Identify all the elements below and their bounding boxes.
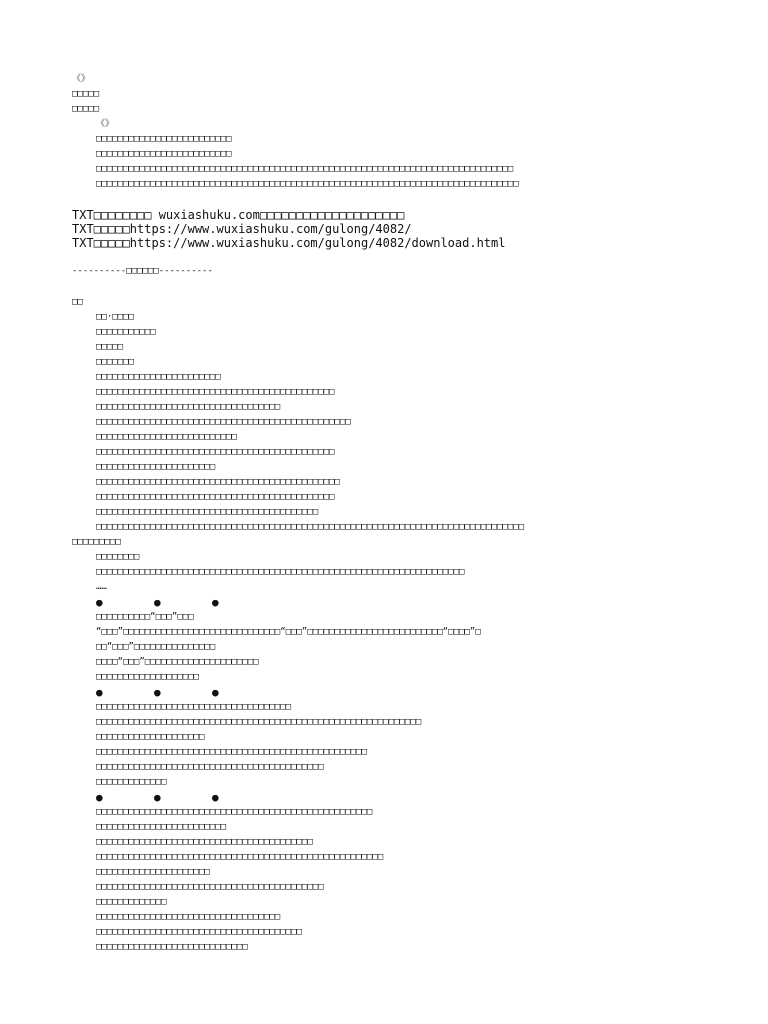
chapter-line: □□□□□□□□□□□□□□□□□□□□□□: [96, 462, 216, 472]
chapter-line: □□□□□□□□□□□□□□□□□□□□□□□□□□□□□□□□□□: [96, 402, 281, 412]
intro-line: □□□□□□□□□□□□□□□□□□□□□□□□□□□□□□□□□□□□□□□□□□□□□□□□□□□□□□□□□□□□□□□□□□□□□□□□□□□□□: [96, 164, 514, 174]
header-line-a: □□□□□: [72, 89, 100, 99]
chapter-line: □□□□□□□: [96, 357, 134, 367]
section-line: □□□□□□□□□□□□□□□□□□□□: [96, 732, 205, 742]
spacer: [72, 192, 712, 208]
spacer: [72, 279, 712, 295]
section-line: □□□□□□□□□□□□□□□□□□□□□□□□□□□□□□□□□□□□□□□□□□□□□□□□□□□: [96, 807, 373, 817]
section-divider: ----------□□□□□□----------: [72, 266, 213, 276]
spacer: [72, 250, 712, 264]
scene-break: [72, 790, 712, 805]
section-line: □□□□□□□□□□□□□□□□□□□□□□□□: [96, 822, 227, 832]
section-line: □□□□□□□□□□□□□□□□□□□□□□□□□□□□□□□□□□□□□□□□□□: [96, 882, 324, 892]
section-line: □□□□□□□□□□□□□□□□□□□□□□□□□□□□□□□□□□□□□□□□□□□□□□□□□□□□□□□□□□□□□□□□□□□□: [96, 567, 465, 577]
bullet-mark: ●: [212, 686, 219, 699]
source-line-download-url: TXT□□□□□https://www.wuxiashuku.com/gulong/4082/download.html: [72, 236, 506, 250]
chapter-line: □□□□□□□□□□□□□□□□□□□□□□□□□□□□□□□□□□□□□□□□□□□□□: [96, 477, 340, 487]
bullet-mark: ●: [96, 791, 103, 804]
chapter-title: □□: [72, 297, 83, 307]
chapter-line: □□□□□□□□□□□□□□□□□□□□□□□□□□□□□□□□□□□□□□□□□□□□: [96, 492, 335, 502]
section-line: □□□□□□□□□□□□□□□□□□□□□□□□□□□□: [96, 942, 248, 952]
title-mark: 《》: [72, 74, 91, 84]
bullet-mark: ●: [154, 596, 161, 609]
section-line: □□□□□□□□□□□□□□□□□□□□□□□□□□□□□□□□□□: [96, 912, 281, 922]
chapter-line: □□□□□□□□□□□□□□□□□□□□□□□□□□□□□□□□□□□□□□□□□□□□□□□□□□□□□□□□□□□□□□□□□□□□□□□□□□□□□□□: [96, 522, 525, 532]
bullet-mark: ●: [154, 791, 161, 804]
chapter-line: □□□□□□□□□□□: [96, 327, 156, 337]
chapter-line: □□□□□□□□□□□□□□□□□□□□□□□□□□: [96, 432, 237, 442]
chapter-line: □□□□□□□□□□□□□□□□□□□□□□□□□□□□□□□□□□□□□□□□□□□□: [96, 387, 335, 397]
bullet-mark: ●: [212, 596, 219, 609]
source-line-site: TXT□□□□□□□□ wuxiashuku.com□□□□□□□□□□□□□□□□□□□□: [72, 208, 405, 222]
document-page: [72, 72, 712, 955]
section-line: □□□□□□□□□□□□□□□□□□□□□□□□□□□□□□□□□□□□: [96, 702, 292, 712]
section-line: □□□□“□□□”□□□□□□□□□□□□□□□□□□□□□: [96, 657, 259, 667]
intro-line: □□□□□□□□□□□□□□□□□□□□□□□□□□□□□□□□□□□□□□□□□□□□□□□□□□□□□□□□□□□□□□□□□□□□□□□□□□□□□□: [96, 179, 519, 189]
section-line: □□□□□□□□: [96, 552, 140, 562]
section-line: □□□□□□□□□□□□□□□□□□□□□□□□□□□□□□□□□□□□□□□□□□□□□□□□□□□□□□□□□□□□: [96, 717, 422, 727]
section-line: □□□□□□□□□□□□□□□□□□□: [96, 672, 199, 682]
section-line: □□□□□□□□□□□□□□□□□□□□□: [96, 867, 210, 877]
section-line: □□□□□□□□□□□□□□□□□□□□□□□□□□□□□□□□□□□□□□□□: [96, 837, 313, 847]
sub-title-mark: 《》: [96, 119, 115, 129]
ellipsis-line: ……: [96, 582, 107, 592]
section-line: □□□□□□□□□□□□□□□□□□□□□□□□□□□□□□□□□□□□□□□□□□: [96, 762, 324, 772]
section-line: “□□□”□□□□□□□□□□□□□□□□□□□□□□□□□□□□□“□□□”□□□□□□□□□□□□□□□□□□□□□□□□□“□□□□”□: [96, 627, 481, 637]
chapter-line: □□□□□□□□□□□□□□□□□□□□□□□□□□□□□□□□□□□□□□□□□: [96, 507, 319, 517]
section-line: □□□□□□□□□□□□□: [96, 777, 167, 787]
chapter-line: □□□□□: [96, 342, 124, 352]
bullet-mark: ●: [96, 596, 103, 609]
chapter-line: □□·□□□□: [96, 312, 134, 322]
section-line: □□□□□□□□□□“□□□”□□□: [96, 612, 194, 622]
section-line: □□□□□□□□□□□□□□□□□□□□□□□□□□□□□□□□□□□□□□: [96, 927, 302, 937]
section-line: □□□□□□□□□□□□□: [96, 897, 167, 907]
bullet-mark: ●: [154, 686, 161, 699]
chapter-line: □□□□□□□□□□□□□□□□□□□□□□□: [96, 372, 221, 382]
chapter-line: □□□□□□□□□□□□□□□□□□□□□□□□□□□□□□□□□□□□□□□□□□□□□□□: [96, 417, 351, 427]
scene-break: [72, 595, 712, 610]
source-line-book-url: TXT□□□□□https://www.wuxiashuku.com/gulong/4082/: [72, 222, 412, 236]
section-line: □□□□□□□□□□□□□□□□□□□□□□□□□□□□□□□□□□□□□□□□□□□□□□□□□□: [96, 747, 367, 757]
intro-line: □□□□□□□□□□□□□□□□□□□□□□□□□: [96, 134, 232, 144]
chapter-line: □□□□□□□□□□□□□□□□□□□□□□□□□□□□□□□□□□□□□□□□□□□□: [96, 447, 335, 457]
section-line: □□“□□□”□□□□□□□□□□□□□□□: [96, 642, 216, 652]
header-line-b: □□□□□: [72, 104, 100, 114]
scene-break: [72, 685, 712, 700]
intro-line: □□□□□□□□□□□□□□□□□□□□□□□□□: [96, 149, 232, 159]
bullet-mark: ●: [96, 686, 103, 699]
bullet-mark: ●: [212, 791, 219, 804]
section-line: □□□□□□□□□□□□□□□□□□□□□□□□□□□□□□□□□□□□□□□□□□□□□□□□□□□□□: [96, 852, 384, 862]
chapter-wrap-line: □□□□□□□□□: [72, 537, 121, 547]
